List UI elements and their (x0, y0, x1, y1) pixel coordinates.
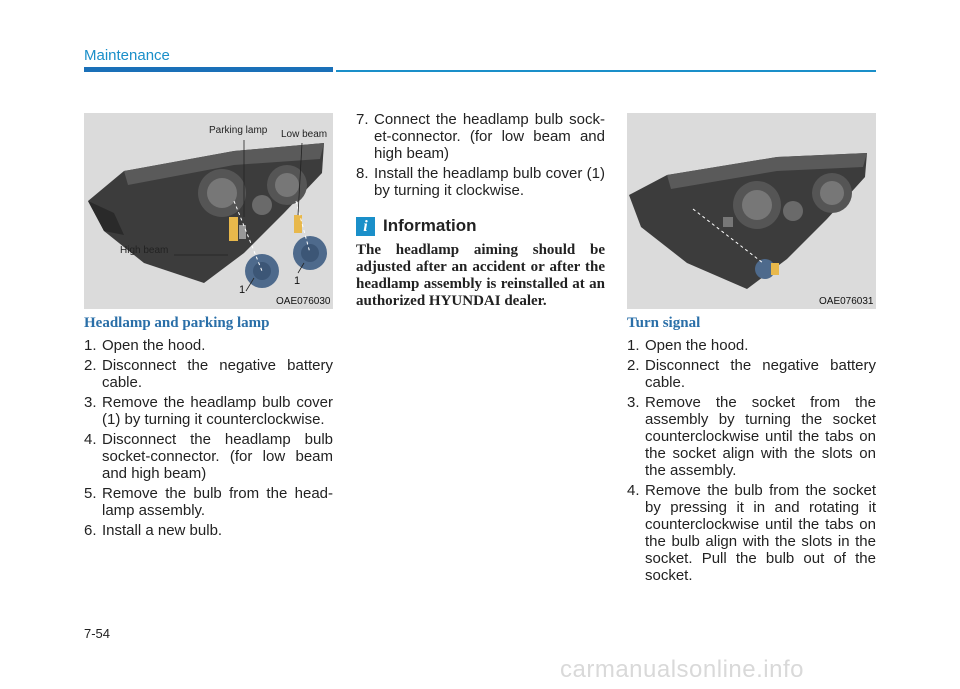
turn-signal-heading: Turn signal (627, 315, 701, 331)
headlamp-heading: Headlamp and parking lamp (84, 315, 270, 331)
callout-low-beam: Low beam (281, 129, 328, 140)
header-rule-light (336, 70, 876, 72)
information-title: Information (383, 216, 477, 235)
list-item: 5. Remove the bulb from the head-lamp assembly. (84, 485, 333, 519)
headlamp-steps-continued (356, 111, 605, 202)
headlamp-figure (84, 113, 333, 309)
header-rule-dark (84, 67, 333, 72)
list-item: 2. Disconnect the negative battery cable. (627, 357, 876, 391)
list-item: 4. Remove the bulb from the socket by pressing it in and rotating it counterclockwise until the tabs on the bulb align with the slots in the socket. Pull the bulb out of the socket. (627, 482, 876, 584)
headlamp-steps (84, 337, 333, 542)
figure-code: OAE076030 (276, 296, 331, 307)
figure-code: OAE076031 (819, 296, 874, 307)
callout-parking-lamp: Parking lamp (209, 125, 268, 136)
list-item: 2. Disconnect the negative battery cable. (84, 357, 333, 391)
turn-signal-steps (627, 337, 876, 587)
list-item: 6. Install a new bulb. (84, 522, 223, 539)
list-item: 1. Open the hood. (627, 337, 749, 354)
callout-number: 1 (239, 284, 246, 296)
list-item: 3. Remove the socket from the assembly by turning the socket counterclockwise until the tabs on the socket align with the slots on the assembly. (627, 394, 876, 479)
callout-high-beam: High beam (120, 245, 169, 256)
section-title: Maintenance (84, 47, 170, 64)
turn-signal-figure (627, 113, 876, 309)
list-item: 3. Remove the headlamp bulb cover (1) by turning it counterclockwise. (84, 394, 333, 428)
information-header (356, 216, 477, 236)
page-number: 7-54 (84, 626, 111, 641)
list-item: 8. Install the headlamp bulb cover (1) by turning it clockwise. (356, 165, 605, 199)
information-body: The headlamp aiming should be adjusted after an accident or after the headlamp assembly is reinstalled at an authorized HYUNDAI dealer. (356, 242, 605, 309)
list-item: 1. Open the hood. (84, 337, 206, 354)
list-item: 4. Disconnect the headlamp bulb socket-connector. (for low beam and high beam) (84, 431, 333, 482)
turn-signal-illustration (627, 113, 876, 309)
callout-number: 1 (294, 275, 301, 287)
info-icon: i (356, 217, 375, 236)
watermark: carmanualsonline.info (560, 656, 804, 683)
list-item: 7. Connect the headlamp bulb sock-et-connector. (for low beam and high beam) (356, 111, 605, 162)
